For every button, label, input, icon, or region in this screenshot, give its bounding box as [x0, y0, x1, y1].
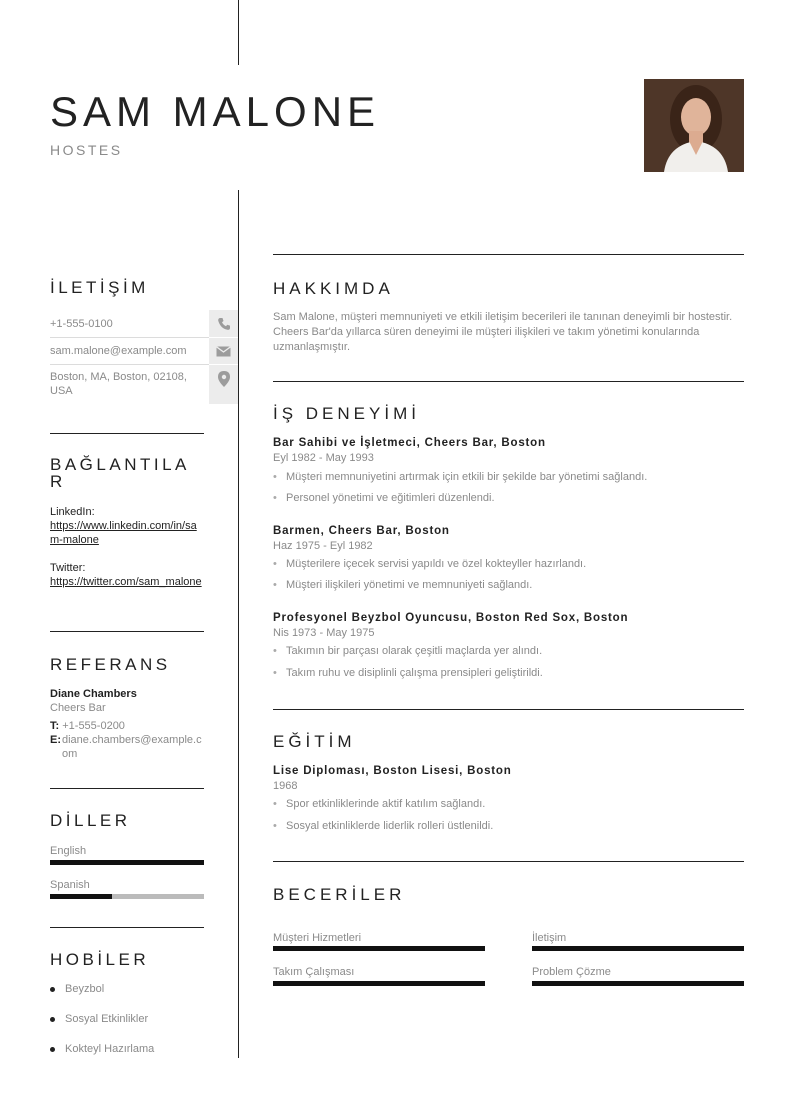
language-level-fill [50, 860, 204, 865]
section-divider [50, 927, 204, 928]
section-divider [273, 381, 744, 382]
job-title: Profesyonel Beyzbol Oyuncusu, Boston Red Sox, Boston [273, 612, 629, 624]
hobby-label: Beyzbol [65, 983, 105, 995]
hobby-item [50, 1043, 154, 1055]
bullet-text: Spor etkinliklerinde aktif katılım sağlandı. [286, 798, 486, 810]
job-bullet [273, 579, 532, 591]
education-year: 1968 [273, 780, 298, 792]
skills-heading: BECERİLER [273, 885, 406, 904]
candidate-name: SAM MALONE [50, 88, 381, 135]
section-divider [50, 631, 204, 632]
twitter-label: Twitter: [50, 562, 86, 574]
skill-level-bar [273, 981, 485, 986]
job-date: Eyl 1982 - May 1993 [273, 452, 374, 464]
language-level-bar [50, 860, 204, 865]
job-bullet [273, 471, 647, 483]
education-bullet [273, 798, 485, 810]
hobbies-heading: HOBİLER [50, 950, 150, 969]
linkedin-link[interactable]: https://www.linkedin.com/in/sam-malone [50, 520, 197, 546]
links-heading [50, 456, 190, 490]
section-divider [273, 709, 744, 710]
envelope-icon [209, 338, 238, 364]
reference-name: Diane Chambers [50, 688, 137, 700]
contact-phone-row [50, 310, 238, 337]
bullet-mark: • [273, 558, 277, 570]
job-bullet [273, 645, 542, 657]
bullet-text: Müşterilere içecek servisi yapıldı ve özel kokteyller hazırlandı. [286, 558, 587, 570]
bullet-text: Müşteri ilişkileri yönetimi ve memnuniyeti sağlandı. [286, 579, 533, 591]
contact-email-row [50, 338, 238, 364]
job-bullet [273, 558, 586, 570]
skill-name: Takım Çalışması [273, 966, 355, 978]
about-text: Sam Malone, müşteri memnuniyeti ve etkili iletişim becerileri ile tanınan deneyimli bir hostestir. Cheers Bar'da yıllarca süren deneyimi ile müşteri ilişkileri ve takım yönetimi konularında uzmanlaşmıştır. [273, 311, 733, 353]
bullet-mark: • [273, 798, 277, 810]
reference-phone-line [50, 719, 204, 733]
reference-phone[interactable]: +1-555-0200 [62, 720, 125, 732]
contact-address: Boston, MA, Boston, 02108, USA [50, 371, 187, 397]
skill-name: Problem Çözme [532, 966, 611, 978]
links-heading-line1: BAĞLANTILA [50, 455, 190, 474]
twitter-link[interactable]: https://twitter.com/sam_malone [50, 576, 202, 588]
about-heading: HAKKIMDA [273, 279, 394, 298]
job-bullet [273, 667, 543, 679]
bullet-mark: • [273, 471, 277, 483]
reference-email[interactable]: diane.chambers@example.com [62, 734, 202, 760]
column-divider-line [238, 190, 239, 1058]
skill-level-bar [532, 946, 744, 951]
bullet-dot [50, 987, 55, 992]
reference-email-label: E: [50, 734, 61, 746]
contact-address-row [50, 365, 238, 404]
reference-email-line [50, 733, 204, 761]
bullet-mark: • [273, 579, 277, 591]
bullet-mark: • [273, 820, 277, 832]
education-degree: Lise Diploması, Boston Lisesi, Boston [273, 765, 512, 777]
job-date: Haz 1975 - Eyl 1982 [273, 540, 373, 552]
language-name: Spanish [50, 879, 90, 891]
map-pin-icon [209, 365, 238, 404]
reference-heading: REFERANS [50, 655, 171, 674]
job-bullet [273, 492, 495, 504]
education-heading: EĞİTİM [273, 732, 356, 751]
language-level-bar [50, 894, 204, 899]
skill-level-bar [532, 981, 744, 986]
hobby-item [50, 983, 104, 995]
hobby-label: Sosyal Etkinlikler [65, 1013, 149, 1025]
top-divider-line [238, 0, 239, 65]
section-divider [273, 861, 744, 862]
section-divider [273, 254, 744, 255]
reference-phone-label: T: [50, 720, 60, 732]
links-heading-line2: R [50, 472, 66, 491]
bullet-mark: • [273, 645, 277, 657]
bullet-text: Takımın bir parçası olarak çeşitli maçlarda yer alındı. [286, 645, 543, 657]
section-divider [50, 788, 204, 789]
phone-icon [209, 310, 238, 337]
bullet-mark: • [273, 667, 277, 679]
candidate-title: HOSTES [50, 142, 123, 158]
linkedin-label: LinkedIn: [50, 506, 95, 518]
hobby-item [50, 1013, 148, 1025]
reference-company: Cheers Bar [50, 702, 106, 714]
skill-level-bar [273, 946, 485, 951]
contact-email[interactable]: sam.malone@example.com [50, 345, 187, 357]
language-level-fill [50, 894, 112, 899]
section-divider [50, 433, 204, 434]
contact-phone[interactable]: +1-555-0100 [50, 318, 113, 330]
job-title: Bar Sahibi ve İşletmeci, Cheers Bar, Boston [273, 437, 546, 449]
job-title: Barmen, Cheers Bar, Boston [273, 525, 450, 537]
experience-heading: İŞ DENEYİMİ [273, 404, 420, 423]
bullet-mark: • [273, 492, 277, 504]
language-name: English [50, 845, 87, 857]
bullet-text: Sosyal etkinliklerde liderlik rolleri üstlenildi. [286, 820, 494, 832]
bullet-dot [50, 1047, 55, 1052]
hobby-label: Kokteyl Hazırlama [65, 1043, 155, 1055]
bullet-text: Personel yönetimi ve eğitimleri düzenlendi. [286, 492, 495, 504]
skill-name: İletişim [532, 932, 567, 944]
profile-photo [644, 79, 744, 172]
bullet-dot [50, 1017, 55, 1022]
education-bullet [273, 820, 493, 832]
skill-name: Müşteri Hizmetleri [273, 932, 362, 944]
contact-heading: İLETİŞİM [50, 278, 149, 297]
languages-heading: DİLLER [50, 811, 131, 830]
job-date: Nis 1973 - May 1975 [273, 627, 375, 639]
bullet-text: Takım ruhu ve disiplinli çalışma prensipleri geliştirildi. [286, 667, 543, 679]
bullet-text: Müşteri memnuniyetini artırmak için etkili bir şekilde bar yönetimi sağlandı. [286, 471, 648, 483]
